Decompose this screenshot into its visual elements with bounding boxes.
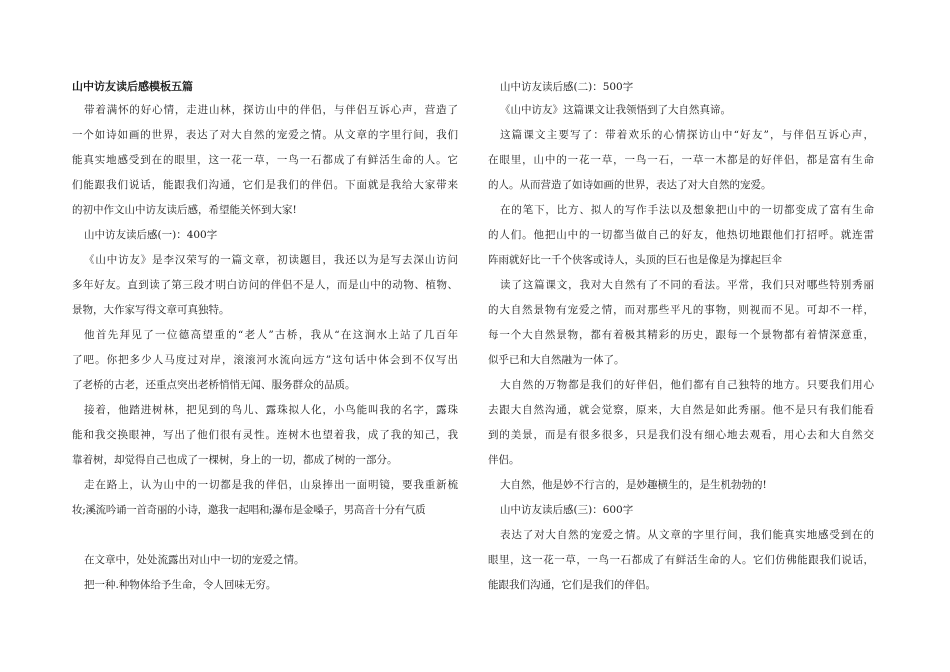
paragraph-line: 们能跟我们说话，能跟我们沟通，它们是我们的伴侣。下面就是我给大家带来: [72, 179, 458, 191]
section-heading: 山中访友读后感(二)：500字: [500, 81, 634, 93]
paragraph-line: 一个如诗如画的世界，表达了对大自然的宠爱之情。从文章的字里行间，我们: [72, 129, 458, 141]
paragraph-line: 大自然，他是妙不行言的，是妙趣横生的，是生机勃勃的!: [500, 479, 767, 491]
paragraph-line: 《山中访友》是李汉荣写的一篇文章，初读题目，我还以为是写去深山访问: [84, 254, 458, 266]
paragraph-line: 能真实地感受到在的眼里，这一花一草，一鸟一石都成了有鲜活生命的人。它: [72, 154, 458, 166]
paragraph-line: 带着满怀的好心情，走进山林，探访山中的伴侣，与伴侣互诉心声，营造了: [84, 104, 458, 116]
section-heading: 山中访友读后感(一)：400字: [84, 229, 218, 241]
paragraph-line: 的初中作文山中访友读后感，希望能关怀到大家!: [72, 204, 297, 216]
paragraph-line: 景物，大作家写得文章可真独特。: [72, 304, 230, 316]
paragraph-line: 妆;溪流吟诵一首奇丽的小诗，邀我一起唱和;瀑布是金嗓子，男高音十分有气质: [72, 504, 426, 516]
paragraph-line: 到的美景，而是有很多很多，只是我们没有细心地去观看，用心去和大自然交: [488, 429, 874, 441]
paragraph-line: 这篇课文主要写了：带着欢乐的心情探访山中“好友”，与伴侣互诉心声，: [500, 129, 874, 141]
paragraph-line: 能跟我们沟通，它们是我们的伴侣。: [488, 579, 656, 591]
paragraph-line: 的人们。他把山中的一切都当做自己的好友，他热切地跟他们打招呼。就连雷: [488, 229, 874, 241]
paragraph-line: 似乎已和大自然融为一体了。: [488, 354, 625, 366]
paragraph-line: 伴侣。: [488, 454, 520, 466]
paragraph-line: 每一个大自然景物，都有着极其精彩的历史，跟每一个景物都有着情深意重，: [488, 329, 874, 341]
paragraph-line: 在的笔下，比方、拟人的写作手法以及想象把山中的一切都变成了富有生命: [500, 204, 874, 216]
section-heading: 山中访友读后感(三)：600字: [500, 504, 634, 516]
paragraph-line: 去跟大自然沟通，就会觉察，原来，大自然是如此秀丽。他不是只有我们能看: [488, 404, 874, 416]
document-title: 山中访友读后感模板五篇: [72, 80, 193, 93]
paragraph-line: 他首先拜见了一位德高望重的“老人”古桥，我从“在这涧水上站了几百年: [84, 329, 458, 341]
paragraph-line: 的大自然景物有宠爱之情，而对那些平凡的事物，则视而不见。可却不一样，: [488, 304, 874, 316]
paragraph-line: 读了这篇课文，我对大自然有了不同的看法。平常，我们只对哪些特别秀丽: [500, 279, 874, 291]
paragraph-line: 表达了对大自然的宠爱之情。从文章的字里行间，我们能真实地感受到在的: [500, 529, 874, 541]
paragraph-line: 多年好友。直到读了第三段才明白访问的伴侣不是人，而是山中的动物、植物、: [72, 279, 458, 291]
paragraph-line: 大自然的万物都是我们的好伴侣，他们都有自己独特的地方。只要我们用心: [500, 379, 874, 391]
paragraph-line: 能和我交换眼神，写出了他们很有灵性。连树木也望着我，成了我的知己，我: [72, 429, 458, 441]
paragraph-line: 阵雨就好比一千个侠客或诗人，头顶的巨石也是像是为撑起巨伞: [488, 254, 782, 266]
paragraph-line: 了吧。你把多少人马度过对岸，滚滚河水流向远方”这句话中体会到不仅写出: [72, 354, 458, 366]
paragraph-line: 把一种.种物体给予生命，令人回味无穷。: [84, 579, 277, 591]
paragraph-line: 走在路上，认为山中的一切都是我的伴侣，山泉捧出一面明镜，要我重新梳: [84, 479, 458, 491]
paragraph-line: 在文章中，处处流露出对山中一切的宠爱之情。: [84, 554, 305, 566]
paragraph-line: 靠着树，却觉得自己也成了一棵树，身上的一切，都成了树的一部分。: [72, 454, 398, 466]
paragraph-line: 眼里，这一花一草，一鸟一石都成了有鲜活生命的人。它们仿佛能跟我们说话，: [488, 554, 874, 566]
paragraph-line: 接着，他踏进树林，把见到的鸟儿、露珠拟人化，小鸟能叫我的名字，露珠: [84, 404, 458, 416]
paragraph-line: 了老桥的古老，还重点突出老桥悄悄无闻、服务群众的品质。: [72, 379, 356, 391]
paragraph-line: 《山中访友》这篇课文让我领悟到了大自然真谛。: [500, 104, 731, 116]
paragraph-line: 的人。从而营造了如诗如画的世界，表达了对大自然的宠爱。: [488, 179, 772, 191]
paragraph-line: 在眼里，山中的一花一草，一鸟一石，一草一木都是的好伴侣，都是富有生命: [488, 154, 874, 166]
